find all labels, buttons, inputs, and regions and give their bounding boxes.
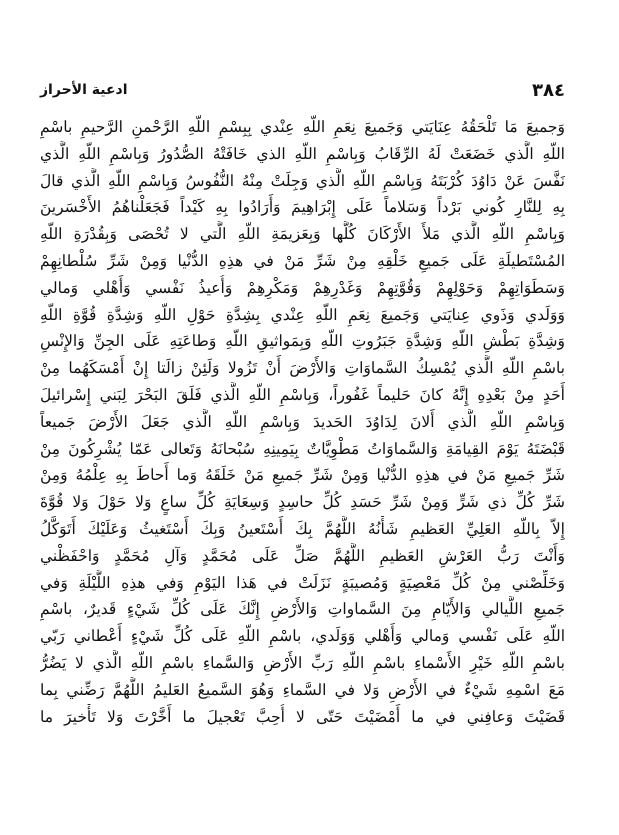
text-line: مَعَ اسْمِهِ شَيْءٌ في الأَرْضِ وَلا في السَّماءِ وَهُوَ السَّميعُ العَليمُ اللَّهُمَّ رَضِّني بِما	[40, 680, 565, 699]
text-line: أَحَدٍ مِنْ بَعْدِهِ إِنَّهُ كانَ حَليماً غَفُوراً، وَبِاسْمِ اللّهِ الَّذي فَلَقَ البَحْرَ لِبَني إِسْرائيلَ	[40, 385, 565, 404]
text-line: اللّهِ عَلَى نَفْسي وَمالي وَأَهْلي وَوَلَدي، باسْمِ اللّهِ عَلَى كُلِّ شَيْءٍ أَعْطاني رَبّي	[40, 627, 565, 646]
text-line: بِهِ لِلنَّارِ كُوني بَرْداً وَسَلاماً عَلَى إِبْرَاهِيمَ وَأَرَادُوا بِهِ كَيْداً فَجَعَلْناهُمُ الأَخْسَرينَ	[40, 198, 565, 217]
text-line: وَخَلِّصْني مِنْ كُلِّ مَعْصِيَةٍ وَمُصيبَةٍ نَزَلَتْ في هَذا اليَوْمِ وَفي هذِهِ اللَّيْلَةِ وَفي	[40, 573, 565, 592]
body-text	[40, 114, 565, 730]
text-line: وَبِاسْمِ اللّهِ الَّذي مَلأَ الأَرْكَانَ كُلَّها وَبِعَزيمَةِ اللّهِ الَّتي لا تُحْصَى وَبِقُدْرَةِ اللّهِ	[40, 225, 565, 244]
text-line: وَسَطَوَاتِهِمْ وَحَوْلِهِمْ وَقُوَّتِهِمْ وَغَدْرِهِمْ وَمَكْرِهِمْ وَأُعيذُ نَفْسي وَأَهْلي وَمالي	[40, 278, 565, 297]
text-line: شَرِّ جَميعِ مَنْ في هذِهِ الدُّنْيا وَمِنْ شَرِّ جَميعِ مَنْ خَلَقَهُ وَما أَحاطَ بِهِ عِلْمُهُ وَمِنْ	[40, 466, 565, 485]
page-header	[40, 80, 565, 102]
text-line: وَأَنْتَ رَبُّ العَرْشِ العَظيمِ اللَّهُمَّ صَلِّ عَلَى مُحَمَّدٍ وَآلِ مُحَمَّدٍ وَاحْفَظْني	[40, 546, 565, 565]
text-line: إِلاّ بِاللّهِ العَلِيِّ العَظيمِ شَأْنُهُ اللَّهُمَّ بِكَ أَسْتَعينُ وَبِكَ أَسْتَغيثُ وَعَلَيْكَ أَتَوَكَّلُ	[40, 519, 565, 538]
text-line: باسْمِ اللّهِ الَّذي يُمْسِكُ السَّماوَاتِ وَالأَرْضَ أَنْ تَزُولا وَلَئِنْ زالَتا إِنْ أَمْسَكَهُما مِنْ	[40, 359, 565, 378]
text-line: باسْمِ اللّهِ خَيْرِ الأَسْماءِ باسْمِ اللّهِ رَبِّ الأَرْضِ وَالسَّماءِ باسْمِ اللّهِ الَّذي لا يَضُرُّ	[40, 653, 565, 672]
text-line: قَضَيْتَ وَعافِني في ما أَمْضَيْتَ حَتّى لا أُحِبَّ تَعْجيلَ ما أَخَّرْتَ وَلا تَأْخيرَ ما	[40, 707, 565, 726]
text-line: وَوَلَدي وَذَوي عِنايَتي وَجَميعَ نِعَمِ اللّهِ عِنْدي بِشِدَّةِ حَوْلِ اللّهِ وَشِدَّةِ قُوَّةِ اللّهِ	[40, 305, 565, 324]
text-line: وَشِدَّةِ بَطْشِ اللّهِ وَشِدَّةِ جَبَرُوتِ اللّهِ وَبِمَواثيقِ اللّهِ وَطاعَتِهِ عَلَى الجِنِّ وَالإِنْسِ	[40, 332, 565, 351]
page-number: ٣٨٤	[532, 80, 565, 101]
text-line: شَرِّ كُلِّ ذي شَرٍّ وَمِنْ شَرِّ حَسَدِ كُلِّ حاسِدٍ وَسِعَايَةِ كُلِّ ساعٍ وَلا حَوْلَ وَلا قُوَّةَ	[40, 493, 565, 512]
text-line: وَجميعَ مَا تَلْحَقُهُ عِنَايَتي وَجَميعَ نِعَمِ اللّهِ عِنْدي بِبِسْمِ اللّهِ الرَّحْمنِ الرَّحيمِ باسْمِ	[40, 118, 565, 136]
text-line: اللّهِ الَّذي خَضَعَتْ لَهُ الرِّقَابُ وَبِاسْمِ اللّهِ الذي خَافَتْهُ الصُّدُورُ وَبِاسْمِ اللّهِ الَّذي	[40, 144, 565, 163]
text-line: جَميعِ اللَّيالي وَالأَيّامِ مِنَ السَّماواتِ وَالأَرْضِ إِنَّكَ عَلَى كُلِّ شَيْءٍ قَديرٌ، باسْمِ	[40, 600, 565, 619]
text-line: وَبِاسْمِ اللّهِ الَّذي أَلانَ لِدَاوُدَ الحَديدَ وَبِاسْمِ اللّهِ الَّذي جَعَلَ الأَرْضَ جَميعاً	[40, 412, 565, 431]
running-title: ادعية الأحراز	[40, 82, 128, 98]
text-line: نَفَّسَ عَنْ دَاوُدَ كُرْبَتَهُ وَبِاسْمِ اللّهِ الَّذي وَجِلَتْ مِنْهُ النُّفُوسُ وَبِاسْمِ اللّهِ الَّذي قالَ	[40, 171, 565, 190]
text-line: المُسْتَطيلَةِ عَلَى جَميعِ خَلْقِهِ مِنْ شَرِّ مَنْ في هذِهِ الدُّنْيا وَمِنْ شَرِّ سُلْطانِهِمْ	[40, 251, 565, 270]
text-line: قَبْضَتَهُ يَوْمَ القِيامَةِ وَالسَّماوَاتُ مَطْوِيَّاتٌ بِيَمِينِهِ سُبْحانَهُ وَتَعالى عَمّا يُشْرِكُونَ مِنْ	[40, 439, 565, 458]
